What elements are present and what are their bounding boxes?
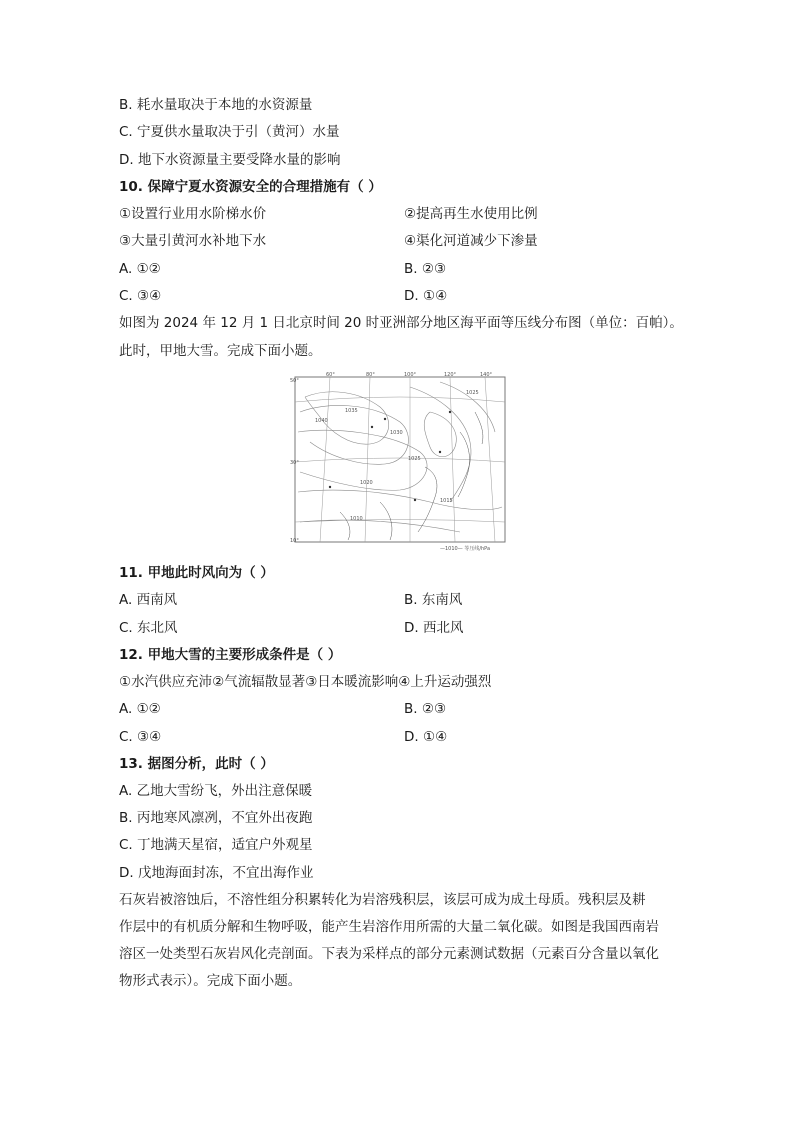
q11-option-b: B. 东南风 xyxy=(404,592,463,608)
q9-option-c: C. 宁夏供水量取决于引（黄河）水量 xyxy=(119,124,340,140)
q11-option-a: A. 西南风 xyxy=(119,592,178,608)
passage-line-1: 石灰岩被溶蚀后，不溶性组分积累转化为岩溶残积层，该层可成为成土母质。残积层及耕 xyxy=(119,892,646,908)
q12-option-a: A. ①② xyxy=(119,701,161,717)
q13-option-b: B. 丙地寒风凛冽，不宜外出夜跑 xyxy=(119,810,313,826)
q13-stem: 13. 据图分析，此时（ ） xyxy=(119,756,274,772)
q13-option-d: D. 戊地海面封冻，不宜出海作业 xyxy=(119,865,314,881)
lat-label-30: 30° xyxy=(290,460,299,466)
q10-option-c: C. ③④ xyxy=(119,288,162,304)
passage-line-4: 物形式表示）。完成下面小题。 xyxy=(119,973,302,989)
q9-option-d: D. 地下水资源量主要受降水量的影响 xyxy=(119,152,341,168)
lon-label-80: 80° xyxy=(366,372,375,378)
q10-item-3: ③大量引黄河水补地下水 xyxy=(119,233,267,249)
isobar-label: 1040 xyxy=(315,418,328,424)
q12-option-b: B. ②③ xyxy=(404,701,447,717)
q10-item-2: ②提高再生水使用比例 xyxy=(404,206,538,222)
q11-option-d: D. 西北风 xyxy=(404,620,464,636)
isobar-label: 1015 xyxy=(440,498,453,504)
isobar-label: 1025 xyxy=(408,456,421,462)
map-legend: —1010— 等压线/hPa xyxy=(440,546,491,552)
lon-label-60: 60° xyxy=(326,372,335,378)
q10-item-4: ④渠化河道减少下渗量 xyxy=(404,233,538,249)
isobar-label: 1020 xyxy=(360,480,373,486)
map-intro-line-2: 此时，甲地大雪。完成下面小题。 xyxy=(119,343,322,359)
lon-label-120: 120° xyxy=(444,372,457,378)
map-frame xyxy=(295,377,505,542)
isobar-map xyxy=(290,372,510,552)
q11-stem: 11. 甲地此时风向为（ ） xyxy=(119,565,274,581)
passage-line-2: 作层中的有机质分解和生物呼吸，能产生岩溶作用所需的大量二氧化碳。如图是我国西南岩 xyxy=(119,919,659,935)
q10-stem: 10. 保障宁夏水资源安全的合理措施有（ ） xyxy=(119,179,382,195)
lat-label-50: 50° xyxy=(290,378,299,384)
q12-option-d: D. ①④ xyxy=(404,729,448,745)
q12-stem: 12. 甲地大雪的主要形成条件是（ ） xyxy=(119,647,342,663)
q12-option-c: C. ③④ xyxy=(119,729,162,745)
q9-option-b: B. 耗水量取决于本地的水资源量 xyxy=(119,97,313,113)
q13-option-c: C. 丁地满天星宿，适宜户外观星 xyxy=(119,837,313,853)
q11-option-c: C. 东北风 xyxy=(119,620,178,636)
passage-line-3: 溶区一处类型石灰岩风化壳剖面。下表为采样点的部分元素测试数据（元素百分含量以氧化 xyxy=(119,946,659,962)
q10-option-d: D. ①④ xyxy=(404,288,448,304)
lon-label-140: 140° xyxy=(480,372,493,378)
q12-items: ①水汽供应充沛②气流辐散显著③日本暖流影响④上升运动强烈 xyxy=(119,674,492,690)
lat-label-10: 10° xyxy=(290,538,299,544)
q10-option-b: B. ②③ xyxy=(404,261,447,277)
isobar-label: 1030 xyxy=(390,430,403,436)
map-intro-line-1: 如图为 2024 年 12 月 1 日北京时间 20 时亚洲部分地区海平面等压线分布图（单位：百帕）。 xyxy=(119,315,683,331)
q10-option-a: A. ①② xyxy=(119,261,161,277)
isobar-label: 1035 xyxy=(345,408,358,414)
q10-item-1: ①设置行业用水阶梯水价 xyxy=(119,206,267,222)
isobar-label: 1010 xyxy=(350,516,363,522)
q13-option-a: A. 乙地大雪纷飞，外出注意保暖 xyxy=(119,783,313,799)
lon-label-100: 100° xyxy=(404,372,417,378)
isobar-label: 1025 xyxy=(466,390,479,396)
